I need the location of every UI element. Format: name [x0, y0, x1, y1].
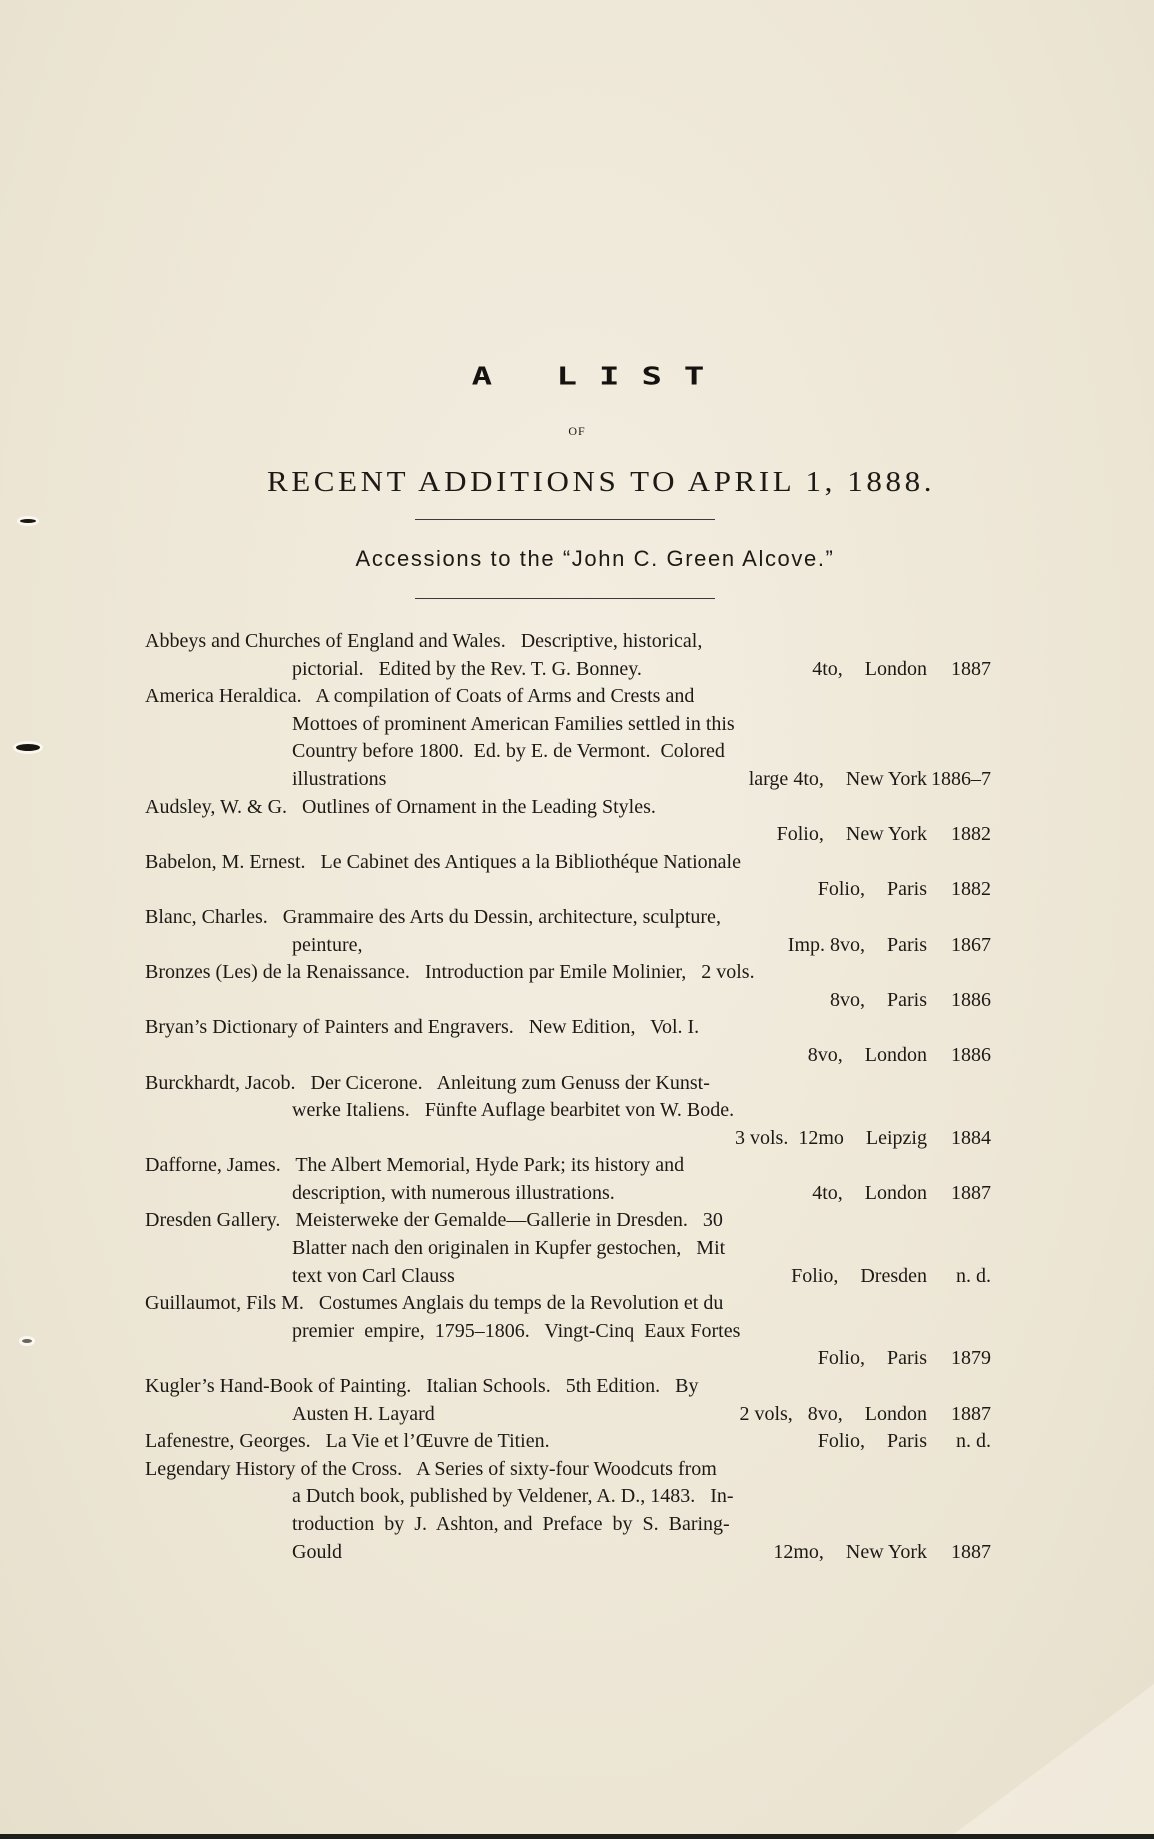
entry-imprint	[773, 1539, 991, 1567]
entry-text: Lafenestre, Georges. La Vie et l’Œuvre de Titien.	[145, 1430, 550, 1453]
entry-line-continuation	[145, 1345, 991, 1373]
entry-year: 1882	[951, 823, 991, 846]
entry-line-continuation	[145, 821, 991, 849]
entry-text: Abbeys and Churches of England and Wales. Descriptive, historical,	[145, 630, 703, 652]
entry-line-continuation	[145, 1125, 991, 1153]
entry-text: werke Italiens. Fünfte Auflage bearbitet von W. Bode.	[292, 1099, 735, 1122]
entry-format: 4to,	[812, 1181, 843, 1204]
entry-line-continuation	[145, 1042, 991, 1070]
entry-imprint	[777, 821, 991, 849]
entry-text: peinture,	[292, 933, 363, 956]
entry-imprint	[739, 1401, 991, 1429]
entry-year: 1886–7	[931, 767, 991, 790]
entry-line-first	[145, 1428, 991, 1456]
entry-format: Folio,	[817, 1347, 865, 1370]
entry-line-continuation	[145, 1539, 991, 1567]
entry-line-continuation	[145, 1401, 991, 1429]
entry-imprint	[830, 987, 991, 1015]
binding-hole-mark	[16, 744, 40, 751]
entry-place: New York	[845, 767, 927, 790]
entry-text: Dresden Gallery. Meisterweke der Gemalde—Gallerie in Dresden. 30	[145, 1209, 723, 1232]
entry-year: n. d.	[956, 1430, 991, 1453]
list-entry	[145, 628, 991, 683]
entry-text: premier empire, 1795–1806. Vingt-Cinq Eaux Fortes	[292, 1319, 741, 1342]
entry-imprint	[735, 1125, 991, 1153]
entry-year: 1887	[951, 1181, 991, 1204]
entry-text: Burckhardt, Jacob. Der Cicerone. Anleitung zum Genuss der Kunst-	[145, 1071, 710, 1094]
entry-line-first	[145, 904, 991, 932]
entry-format: 3 vols. 12mo	[735, 1126, 844, 1149]
entry-place: Paris	[887, 1347, 927, 1370]
entry-format: 8vo,	[830, 988, 865, 1011]
entry-place: New York	[845, 823, 927, 846]
page-subtitle: RECENT ADDITIONS TO APRIL 1, 1888.	[266, 465, 936, 498]
entry-line-continuation	[145, 766, 991, 794]
entry-year: 1887	[951, 657, 991, 680]
list-entry	[145, 1014, 991, 1069]
list-entry	[145, 794, 991, 849]
entry-format: Folio,	[776, 823, 824, 846]
entry-year: n. d.	[956, 1264, 991, 1287]
entry-imprint	[791, 1263, 991, 1291]
list-entry	[145, 683, 991, 793]
entry-line-first	[145, 1070, 991, 1098]
entry-place: Leipzig	[865, 1126, 927, 1149]
entry-place: London	[864, 1181, 927, 1204]
entry-text: Country before 1800. Ed. by E. de Vermont. Colored	[292, 740, 725, 763]
entry-text: Blatter nach den originalen in Kupfer gestochen, Mit	[292, 1237, 726, 1260]
entry-imprint	[788, 932, 991, 960]
entry-place: London	[864, 657, 927, 680]
entry-format: large 4to,	[748, 767, 824, 790]
entry-place: New York	[845, 1540, 927, 1563]
entry-line-first	[145, 1373, 991, 1401]
entry-format: Folio,	[791, 1264, 839, 1287]
entry-imprint	[812, 1180, 991, 1208]
entry-text: pictorial. Edited by the Rev. T. G. Bonney.	[292, 657, 642, 680]
entry-line-continuation	[145, 711, 991, 739]
list-entry	[145, 904, 991, 959]
list-entry	[145, 959, 991, 1014]
entry-place: Paris	[887, 1430, 927, 1453]
entry-place: Paris	[887, 933, 927, 956]
entry-text: Blanc, Charles. Grammaire des Arts du Dessin, architecture, sculpture,	[145, 905, 721, 928]
entry-line-continuation	[145, 932, 991, 960]
entry-text: Audsley, W. & G. Outlines of Ornament in the Leading Styles.	[145, 795, 656, 818]
entry-text: a Dutch book, published by Veldener, A. D., 1483. In-	[292, 1485, 734, 1508]
entry-year: 1887	[951, 1402, 991, 1425]
entry-line-first	[145, 849, 991, 877]
entry-imprint	[812, 656, 991, 684]
entry-text: Gould	[292, 1540, 342, 1563]
entry-place: London	[864, 1043, 927, 1066]
entry-text: Dafforne, James. The Albert Memorial, Hyde Park; its history and	[145, 1154, 685, 1177]
list-entry	[145, 1290, 991, 1373]
entry-line-continuation	[145, 876, 991, 904]
entry-imprint	[818, 1345, 991, 1373]
entry-year: 1882	[951, 878, 991, 901]
entry-line-continuation	[145, 1318, 991, 1346]
entry-year: 1886	[951, 1043, 991, 1066]
entry-text: Babelon, M. Ernest. Le Cabinet des Antiques a la Bibliothéque Nationale	[145, 850, 741, 873]
section-heading: Accessions to the “John C. Green Alcove.”	[355, 546, 835, 571]
scan-bottom-edge	[0, 1834, 1154, 1839]
entry-text: Legendary History of the Cross. A Series of sixty-four Woodcuts from	[145, 1457, 717, 1480]
divider-rule	[415, 519, 715, 520]
entry-text: Kugler’s Hand-Book of Painting. Italian Schools. 5th Edition. By	[145, 1375, 699, 1398]
entry-format: Folio,	[817, 878, 865, 901]
entry-imprint	[749, 766, 991, 794]
entry-line-continuation	[145, 1263, 991, 1291]
entry-line-continuation	[145, 1511, 991, 1539]
entry-format: 12mo,	[773, 1540, 824, 1563]
entry-text: illustrations	[292, 767, 387, 790]
entry-year: 1886	[951, 988, 991, 1011]
entry-text: Bronzes (Les) de la Renaissance. Introduction par Emile Molinier, 2 vols.	[145, 961, 755, 984]
entry-line-first	[145, 1290, 991, 1318]
entry-line-first	[145, 628, 991, 656]
entry-text: Mottoes of prominent American Families settled in this	[292, 712, 735, 735]
entry-format: Imp. 8vo,	[787, 933, 865, 956]
list-entry	[145, 1070, 991, 1153]
entry-line-first	[145, 1152, 991, 1180]
entry-text: Bryan’s Dictionary of Painters and Engravers. New Edition, Vol. I.	[145, 1016, 700, 1039]
entry-line-first	[145, 1456, 991, 1484]
binding-hole-mark	[20, 519, 36, 523]
entry-text: troduction by J. Ashton, and Preface by S. Baring-	[292, 1513, 730, 1535]
entry-format: Folio,	[817, 1430, 865, 1453]
entry-line-first	[145, 1207, 991, 1235]
entry-place: Dresden	[860, 1264, 927, 1287]
entry-line-continuation	[145, 656, 991, 684]
entry-line-continuation	[145, 1097, 991, 1125]
entry-year: 1887	[951, 1540, 991, 1563]
accessions-list	[145, 628, 991, 1566]
entry-line-first	[145, 1014, 991, 1042]
entry-text: text von Carl Clauss	[292, 1264, 455, 1287]
entry-text: Austen H. Layard	[292, 1402, 435, 1425]
list-entry	[145, 1152, 991, 1207]
divider-rule	[415, 598, 715, 599]
entry-year: 1884	[951, 1126, 991, 1149]
entry-place: Paris	[887, 988, 927, 1011]
entry-line-continuation	[145, 738, 991, 766]
list-entry	[145, 1456, 991, 1566]
entry-format: 8vo,	[807, 1043, 843, 1066]
entry-text: America Heraldica. A compilation of Coats of Arms and Crests and	[145, 685, 695, 708]
entry-imprint	[818, 1428, 991, 1456]
list-entry	[145, 1207, 991, 1290]
entry-year: 1879	[951, 1347, 991, 1370]
entry-line-continuation	[145, 987, 991, 1015]
list-entry	[145, 1428, 991, 1456]
entry-line-continuation	[145, 1483, 991, 1511]
entry-place: London	[864, 1402, 927, 1425]
entry-year: 1867	[951, 933, 991, 956]
entry-text: description, with numerous illustrations.	[292, 1181, 615, 1204]
title-connector: OF	[568, 424, 586, 438]
list-entry	[145, 1373, 991, 1428]
entry-imprint	[818, 876, 991, 904]
entry-line-first	[145, 794, 991, 822]
entry-format: 2 vols, 8vo,	[739, 1402, 843, 1425]
entry-line-continuation	[145, 1180, 991, 1208]
page-corner-highlight	[954, 1684, 1154, 1834]
entry-line-first	[145, 959, 991, 987]
entry-line-continuation	[145, 1235, 991, 1263]
binding-hole-mark	[22, 1339, 32, 1343]
entry-format: 4to,	[812, 657, 843, 680]
entry-place: Paris	[887, 878, 927, 901]
entry-line-first	[145, 683, 991, 711]
entry-imprint	[808, 1042, 991, 1070]
entry-text: Guillaumot, Fils M. Costumes Anglais du temps de la Revolution et du	[145, 1292, 724, 1315]
list-entry	[145, 849, 991, 904]
page-title: A LIST	[471, 362, 727, 391]
